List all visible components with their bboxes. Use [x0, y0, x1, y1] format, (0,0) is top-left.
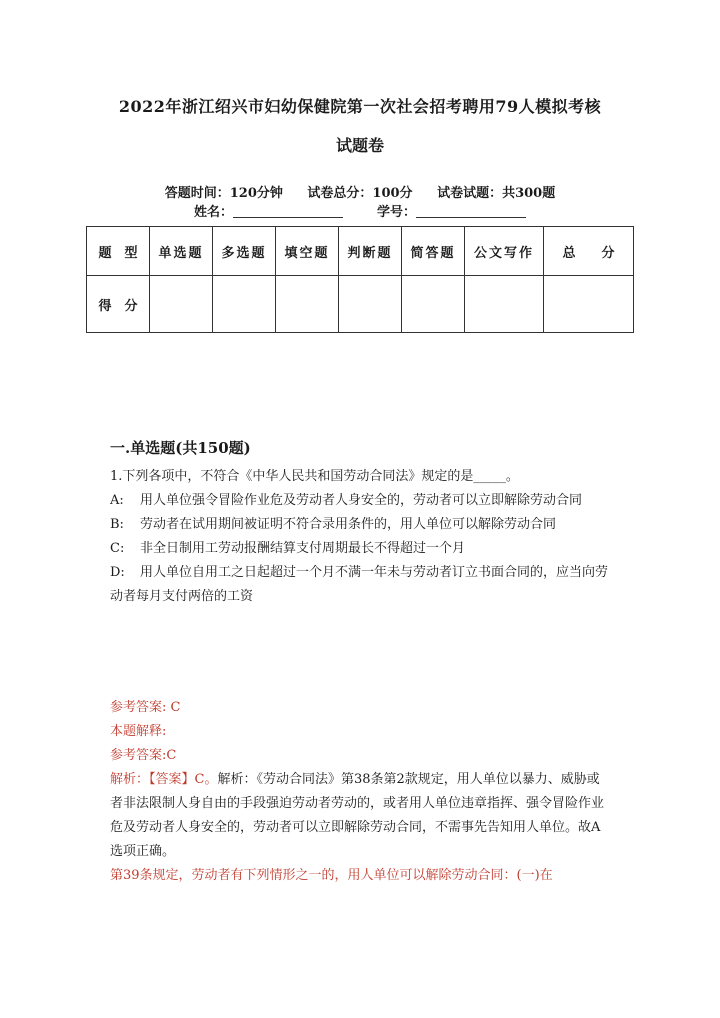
score-header-cell: 总 分	[544, 227, 634, 276]
option-text: 用人单位自用工之日起超过一个月不满一年未与劳动者订立书面合同的，应当向劳动者每月支付两倍的工资	[110, 565, 609, 604]
option-text: 非全日制用工劳动报酬结算支付周期最长不得超过一个月	[140, 541, 466, 556]
explanation-label: 本题解释:	[110, 724, 167, 739]
option-b	[110, 513, 610, 537]
score-cell[interactable]	[402, 276, 465, 333]
exam-time: 答题时间：120分钟	[164, 186, 283, 201]
score-header-cell: 多选题	[213, 227, 276, 276]
analysis-body: 解析：《劳动合同法》第38条第2款规定，用人单位以暴力、威胁或者非法限制人身自由的手段强迫劳动者劳动的，或者用人单位违章指挥、强令冒险作业危及劳动者人身安全的，劳动者可以立即解除劳动合同，不需事先告知用人单位。故A选项正确。	[110, 772, 605, 859]
option-label: D:	[110, 565, 125, 580]
score-row-label: 得 分	[87, 276, 150, 333]
question-block	[110, 465, 610, 609]
score-header-cell: 填空题	[276, 227, 339, 276]
score-header-cell: 公文写作	[465, 227, 544, 276]
name-blank[interactable]	[233, 203, 343, 218]
option-label: A:	[110, 493, 124, 508]
question-stem: 1.下列各项中，不符合《中华人民共和国劳动合同法》规定的是_____。	[110, 469, 519, 484]
option-label: B:	[110, 517, 124, 532]
option-c	[110, 537, 610, 561]
score-header-cell: 单选题	[150, 227, 213, 276]
analysis-prefix: 解析：【答案】C。	[110, 772, 218, 787]
answer-block	[110, 696, 610, 888]
reference-answer-2: 参考答案:C	[110, 748, 177, 763]
exam-question-count: 试卷试题：共300题	[437, 186, 556, 201]
id-label: 学号：	[377, 205, 417, 220]
reference-answer: 参考答案: C	[110, 700, 181, 715]
score-cell[interactable]	[465, 276, 544, 333]
option-label: C:	[110, 541, 125, 556]
score-table	[86, 226, 634, 333]
score-cell[interactable]	[213, 276, 276, 333]
option-text: 用人单位强令冒险作业危及劳动者人身安全的，劳动者可以立即解除劳动合同	[140, 493, 583, 508]
analysis-tail: 第39条规定，劳动者有下列情形之一的，用人单位可以解除劳动合同：(一)在	[110, 868, 553, 883]
option-d	[110, 561, 610, 609]
option-text: 劳动者在试用期间被证明不符合录用条件的，用人单位可以解除劳动合同	[140, 517, 557, 532]
score-cell[interactable]	[544, 276, 634, 333]
score-header-cell: 题 型	[87, 227, 150, 276]
id-blank[interactable]	[416, 203, 526, 218]
student-info	[0, 201, 720, 220]
score-header-cell: 判断题	[339, 227, 402, 276]
score-table-header-row	[87, 227, 634, 276]
exam-meta	[0, 182, 720, 201]
score-cell[interactable]	[276, 276, 339, 333]
exam-subtitle: 试题卷	[335, 136, 384, 155]
analysis-text	[110, 768, 610, 864]
exam-total-score: 试卷总分：100分	[307, 186, 413, 201]
score-table-score-row	[87, 276, 634, 333]
option-a	[110, 489, 610, 513]
score-cell[interactable]	[339, 276, 402, 333]
score-cell[interactable]	[150, 276, 213, 333]
section-title: 一.单选题(共150题)	[110, 439, 251, 457]
name-label: 姓名：	[193, 205, 233, 220]
exam-title: 2022年浙江绍兴市妇幼保健院第一次社会招考聘用79人模拟考核	[118, 97, 602, 116]
score-header-cell: 简答题	[402, 227, 465, 276]
